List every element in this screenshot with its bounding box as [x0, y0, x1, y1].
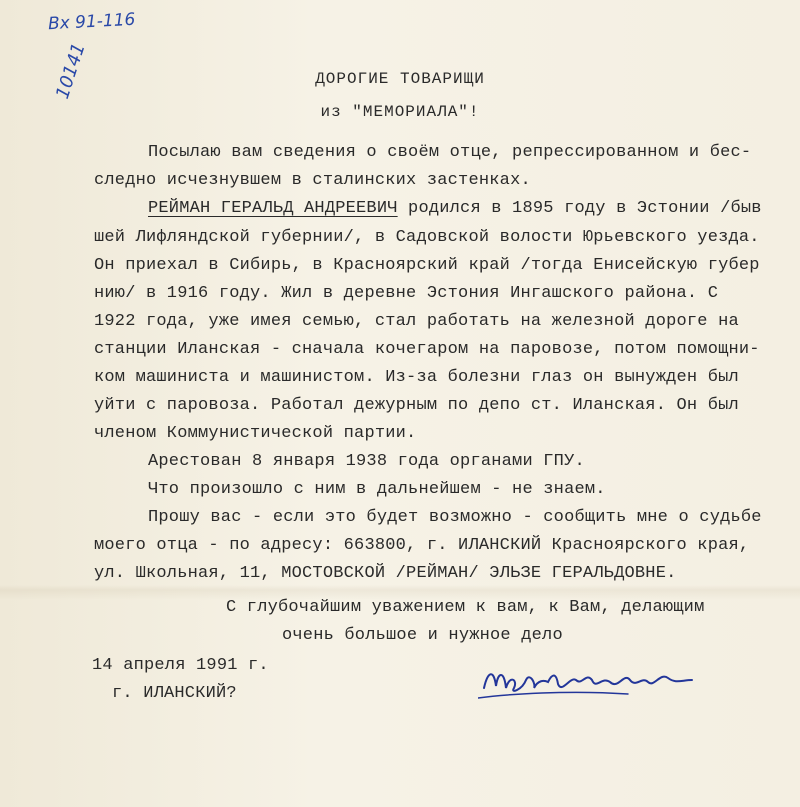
closing-line-1: С глубочайшим уважением к вам, к Вам, делающим [226, 598, 705, 617]
heading-line-2: из "МЕМОРИАЛА"! [320, 103, 480, 121]
handwritten-signature [478, 650, 718, 710]
body-line: следно исчезнувшем в сталинских застенках. [94, 171, 531, 190]
body-line: Посылаю вам сведения о своём отце, репрессированном и бес- [148, 143, 752, 162]
body-line: Что произошло с ним в дальнейшем - не знаем. [148, 480, 606, 499]
letter-date: 14 апреля 1991 г. [92, 656, 269, 675]
person-name: РЕЙМАН ГЕРАЛЬД АНДРЕЕВИЧ [148, 199, 398, 218]
body-line: уйти с паровоза. Работал дежурным по депо ст. Иланская. Он был [94, 396, 739, 415]
body-line: Прошу вас - если это будет возможно - сообщить мне о судьбе [148, 508, 762, 527]
body-line: Арестован 8 января 1938 года органами ГПУ. [148, 452, 585, 471]
body-line: нию/ в 1916 году. Жил в деревне Эстония Ингашского района. С [94, 284, 719, 303]
body-line: 1922 года, уже имея семью, стал работать на железной дороге на [94, 312, 739, 331]
body-line: станции Иланская - сначала кочегаром на паровозе, потом помощни- [94, 340, 760, 359]
body-line: Он приехал в Сибирь, в Красноярский край /тогда Енисейскую губер [94, 256, 760, 275]
handwritten-reference: Вх 91-116 [47, 9, 136, 35]
body-line: ком машиниста и машинистом. Из-за болезни глаз он вынужден был [94, 368, 739, 387]
body-line: моего отца - по адресу: 663800, г. ИЛАНСКИЙ Красноярского края, [94, 536, 750, 555]
body-line: ул. Школьная, 11, МОСТОВСКОЙ /РЕЙМАН/ ЭЛЬЗЕ ГЕРАЛЬДОВНЕ. [94, 564, 677, 583]
closing-line-2: очень большое и нужное дело [282, 626, 563, 645]
body-line: шей Лифляндской губернии/, в Садовской волости Юрьевского уезда. [94, 228, 760, 247]
body-line: членом Коммунистической партии. [94, 424, 417, 443]
letter-city: г. ИЛАНСКИЙ? [112, 684, 237, 703]
handwritten-number: 10141 [52, 40, 90, 102]
body-line-with-name [148, 199, 762, 218]
body-text: родился в 1895 году в Эстонии /быв [397, 199, 762, 218]
heading-line-1: ДОРОГИЕ ТОВАРИЩИ [315, 70, 485, 88]
